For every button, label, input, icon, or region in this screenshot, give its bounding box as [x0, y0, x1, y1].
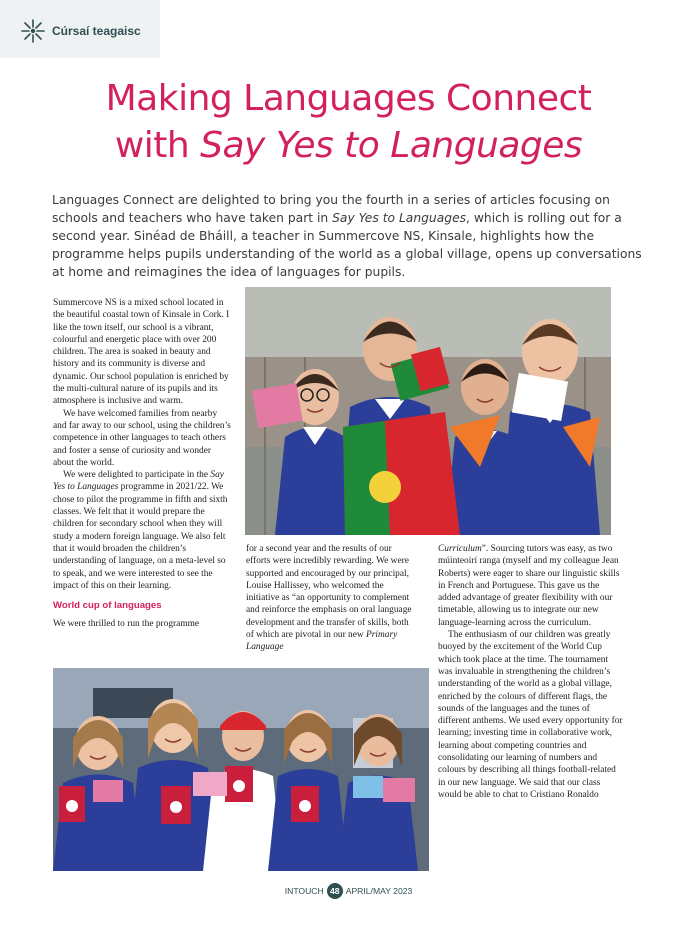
page-number: 48	[327, 883, 343, 899]
subheading: World cup of languages	[53, 600, 162, 612]
intro-part2: , which is rolling out for a second year. Sinéad de Bháill, a teacher in Summercove NS, Kinsale, highlights how the programme helps pupils understanding of the world as a global village, opens up conversations at home and reimagines the idea of languages for pupils.	[52, 211, 642, 279]
col2-text: for a second year and the results of our efforts were incredibly rewarding. We were supported and encouraged by our principal, Louise Hallissey, who welcomed the initiative as “an opportunity to complement and reinforce the emphasis on oral language development and the transfer of skills, both of which are pivotal in our new	[246, 544, 412, 641]
intro-part1: Languages Connect are delighted to bring you the fourth in a series of articles focusing on schools and teachers who have taken part in	[52, 193, 610, 225]
article-column-3	[438, 543, 623, 801]
paragraph-2: We have welcomed families from nearby and far away to our school, using the children’s competence in other languages to teach others and foster a sense of curiosity and wonder about the world.	[53, 408, 231, 468]
article-column-2	[246, 543, 412, 654]
photo-pupils-with-passports	[53, 668, 429, 871]
standfirst	[52, 191, 648, 281]
col3-text: ”. Sourcing tutors was easy, as two múinteoirí ranga (myself and my colleague Jean Roberts) were eager to share our linguistic skills in French and Portuguese. This gave us the added advantage of greater flexibility with our timetable, allowing us to integrate our new language-learning across the curriculum.	[438, 544, 620, 628]
section-tag	[0, 0, 160, 58]
col3-italic: Curriculum	[438, 544, 482, 554]
photo-illustration-1	[245, 287, 611, 535]
col3-paragraph-2: The enthusiasm of our children was greatly buoyed by the excitement of the World Cup which took place at the time. The tournament was invaluable in strengthening the children’s understanding of the world as a global village, enriched by the colours of different flags, the sounds of the languages and the tunes of different anthems. We used every opportunity for learning; investing time in collaborative work, learning about competing countries and consolidating our learning of numbers and colours by describing all things football-related in our new language. We said that our class would be able to chat to Cristiano Ronaldo	[438, 630, 623, 800]
article-column-1	[53, 297, 231, 631]
photo-illustration-2	[53, 668, 429, 871]
title-prefix: with	[114, 125, 201, 166]
col2-paragraph	[246, 543, 412, 654]
p3-a: We were delighted to participate in the	[63, 470, 211, 481]
photo-boys-with-flags	[245, 287, 611, 535]
col2-italic: Primary Language	[246, 630, 398, 653]
page-footer	[0, 883, 697, 899]
article-title-line1: Making Languages Connect	[105, 78, 592, 119]
paragraph-1: Summercove NS is a mixed school located in the beautiful coastal town of Kinsale in Cork. I like the town itself, our school is a vibrant, colourful and energetic place with over 200 children. The area is soaked in beauty and history and its community is diverse and dynamic. Our school population is enriched by the multi-cultural nature of its pupils and its atmosphere is inclusive and warm.	[53, 298, 230, 407]
magazine-name: INTOUCH	[284, 886, 324, 896]
paragraph-3	[53, 469, 231, 592]
p3-b: programme in 2021/22. We chose to pilot the programme in fifth and sixth classes. We felt that it would prepare the children for secondary school when they will study a modern foreign language. We also felt that it would broaden the children’s understanding of language, on a meta-level so to speak, and we were interested to see the impact of this on their learning.	[53, 482, 228, 591]
title-italic: Say Yes to Languages	[200, 125, 583, 166]
col3-paragraph-1	[438, 543, 623, 629]
paragraph-4: We were thrilled to run the programme	[53, 619, 200, 630]
issue-date: APRIL/MAY 2023	[345, 886, 413, 896]
starburst-icon	[20, 18, 46, 44]
intro-italic: Say Yes to Languages	[332, 211, 467, 225]
article-title-line2	[0, 124, 697, 168]
p3-italic: Say Yes to Languages	[53, 470, 224, 493]
section-label: Cúrsaí teagaisc	[52, 24, 141, 38]
